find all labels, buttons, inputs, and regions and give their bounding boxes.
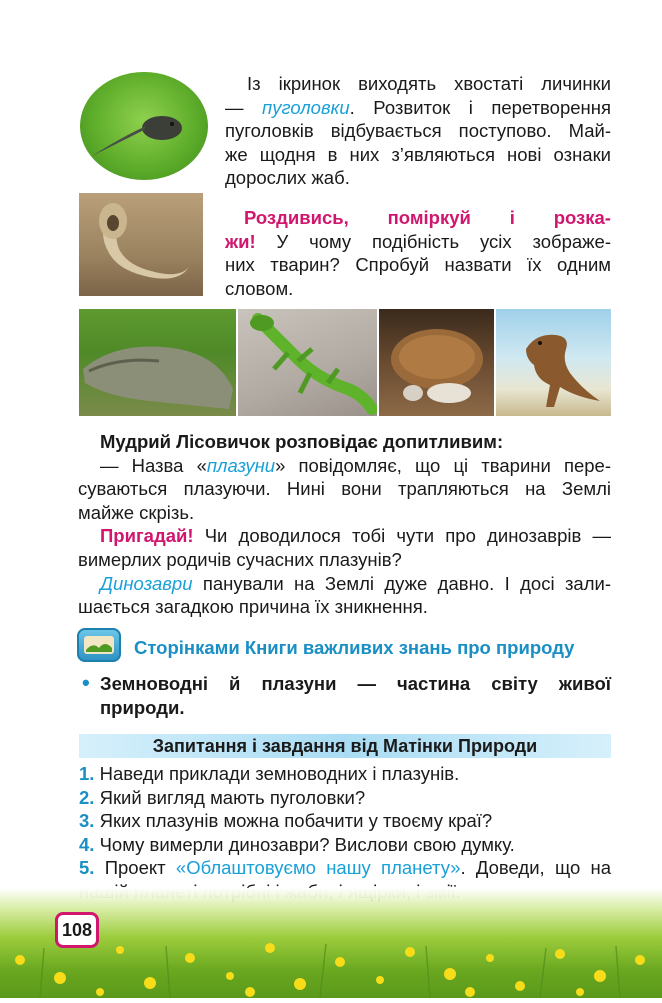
intro-line-5: дорослих жаб.: [225, 167, 350, 189]
term-tadpoles: пуголовки: [262, 96, 350, 118]
think-line-4: словом.: [225, 277, 294, 299]
remember-label: Пригадай!: [100, 525, 194, 547]
turtle-photo: [379, 309, 494, 416]
bullet-line-2: природи.: [100, 696, 185, 718]
intro-line-1: Із ікринок виходять хвостаті личинки: [247, 73, 611, 94]
term-reptiles: плазуни: [206, 454, 276, 476]
book-icon: [77, 628, 121, 662]
question-1: 1. Наведи приклади земноводних і плазунів.: [79, 763, 460, 784]
wise-line-3: майже скрізь.: [78, 501, 195, 523]
dandelion-flowers: [15, 943, 645, 997]
crocodile-photo: [79, 309, 236, 416]
term-dinosaurs: Динозаври: [100, 572, 193, 594]
meadow-background: [0, 888, 662, 998]
think-paragraph: [225, 206, 611, 300]
bullet-marker: •: [82, 670, 90, 695]
project-title: «Облаштовуємо нашу планету»: [175, 857, 461, 879]
intro-line-3: пуголовків відбувається поступово. Май-: [225, 120, 611, 142]
wise-line-1: — Назва «плазуни» повідомляє, що ці тварини пере-: [100, 454, 611, 476]
intro-line-2: — пуголовки. Розвиток і перетворення: [225, 96, 611, 118]
cobra-photo: [79, 193, 203, 296]
wise-title: Мудрий Лісовичок розповідає допитливим:: [100, 431, 504, 452]
remember-line-1: Пригадай! Чи доводилося тобі чути про динозаврів —: [100, 525, 611, 547]
bullet-text: [100, 672, 611, 719]
think-line-2: жи! У чому подібність усіх зображе-: [225, 230, 611, 252]
questions-list: [79, 762, 611, 904]
lizard-photo: [238, 309, 377, 416]
book-heading: Сторінками Книги важливих знань про природу: [134, 637, 575, 658]
dino-line-2: шається загадкою причина їх зникнення.: [78, 596, 428, 618]
dino-line-1: Динозаври панували на Землі дуже давно. І досі зали-: [100, 572, 611, 594]
questions-header-band: [79, 734, 611, 758]
page-number: 108: [61, 920, 93, 940]
think-line-3: них тварин? Спробуй назвати їх одним: [225, 254, 611, 276]
question-4: 4. Чому вимерли динозаври? Вислови свою думку.: [79, 833, 515, 855]
bullet-line-1: Земноводні й плазуни — частина світу живої: [100, 673, 611, 694]
tadpole-photo: [80, 72, 208, 180]
question-5: 5. Проект «Облаштовуємо нашу планету». Доведи, що на: [79, 857, 612, 879]
remember-line-2: вимерлих родичів сучасних плазунів?: [78, 548, 402, 570]
page-number-badge: [55, 912, 99, 948]
intro-paragraph: [225, 72, 611, 190]
think-line-1: Роздивись, поміркуй і розка-: [244, 207, 611, 228]
questions-header: Запитання і завдання від Матінки Природи: [152, 736, 538, 756]
wise-line-2: суваються плазуючи. Нині вони трапляються на Землі: [78, 478, 611, 500]
question-3: 3. Яких плазунів можна побачити у твоєму краї?: [79, 810, 493, 832]
dinosaur-photo: [496, 309, 611, 416]
wise-paragraph: [78, 430, 611, 619]
question-2: 2. Який вигляд мають пуголовки?: [79, 786, 366, 808]
intro-line-4: же щодня в них з’являються нові ознаки: [225, 143, 611, 165]
